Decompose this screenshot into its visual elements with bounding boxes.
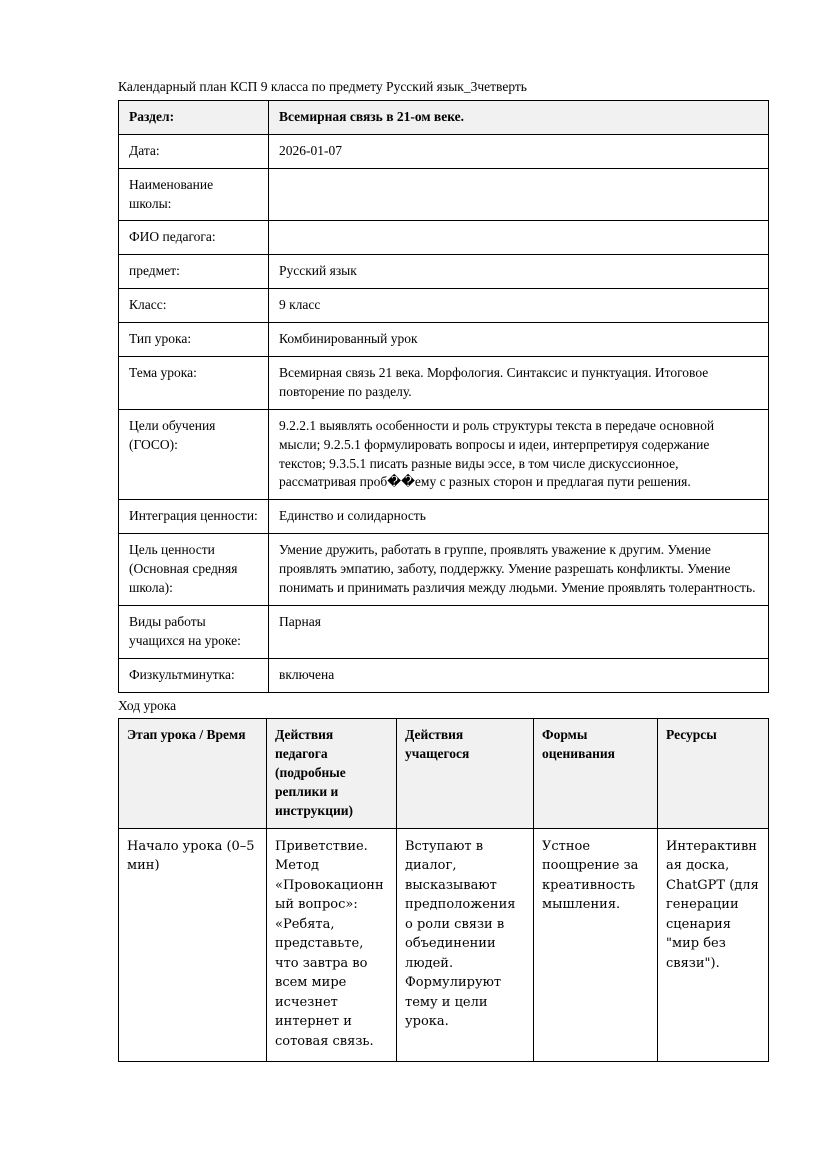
info-row [119, 134, 769, 168]
lesson-stage-cell: Интерактивная доска, ChatGPT (для генерации сценария "мир без связи"). [658, 828, 769, 1062]
info-value-cell [269, 221, 769, 255]
info-label-cell: Раздел: [119, 100, 269, 134]
lesson-stage-cell: Устное поощрение за креативность мышления. [534, 828, 658, 1062]
lesson-table-header-row [119, 719, 769, 828]
info-label-cell: Класс: [119, 289, 269, 323]
info-label-cell: Виды работы учащихся на уроке: [119, 605, 269, 658]
info-row [119, 357, 769, 410]
info-row [119, 409, 769, 500]
lesson-stage-row [119, 828, 769, 1062]
info-row [119, 605, 769, 658]
lesson-stage-cell: Приветствие. Метод «Провокационный вопрос»: «Ребята, представьте, что завтра во всем мире исчезнет интернет и сотовая связь. [267, 828, 397, 1062]
info-row [119, 500, 769, 534]
info-value-cell: Всемирная связь в 21-ом веке. [269, 100, 769, 134]
info-row [119, 168, 769, 221]
lesson-column-header: Действия учащегося [397, 719, 534, 828]
lesson-stage-cell: Вступают в диалог, высказывают предположения о роли связи в объединении людей. Формулируют тему и цели урока. [397, 828, 534, 1062]
info-value-cell: Всемирная связь 21 века. Морфология. Синтаксис и пунктуация. Итоговое повторение по разделу. [269, 357, 769, 410]
info-label-cell: ФИО педагога: [119, 221, 269, 255]
info-value-cell [269, 168, 769, 221]
info-value-cell: Комбинированный урок [269, 323, 769, 357]
info-label-cell: Наименование школы: [119, 168, 269, 221]
info-label-cell: Цель ценности (Основная средняя школа): [119, 534, 269, 606]
lesson-column-header: Действия педагога (подробные реплики и инструкции) [267, 719, 397, 828]
info-label-cell: Тип урока: [119, 323, 269, 357]
info-label-cell: Физкультминутка: [119, 658, 269, 692]
lesson-column-header: Ресурсы [658, 719, 769, 828]
info-value-cell: Единство и солидарность [269, 500, 769, 534]
document-title: Календарный план КСП 9 класса по предмету Русский язык_3четверть [118, 79, 527, 94]
lesson-column-header: Формы оценивания [534, 719, 658, 828]
lesson-flow-table [118, 718, 769, 1062]
lesson-info-table [118, 100, 769, 693]
info-value-cell: включена [269, 658, 769, 692]
info-label-cell: Тема урока: [119, 357, 269, 410]
info-value-cell: Парная [269, 605, 769, 658]
info-row [119, 221, 769, 255]
lesson-column-header: Этап урока / Время [119, 719, 267, 828]
info-value-cell: Умение дружить, работать в группе, проявлять уважение к другим. Умение проявлять эмпатию, заботу, поддержку. Умение разрешать конфликты. Умение понимать и принимать различия между людьми. Умение проявлять толерантность. [269, 534, 769, 606]
info-row [119, 534, 769, 606]
info-header-row [119, 100, 769, 134]
info-row [119, 323, 769, 357]
info-value-cell: 2026-01-07 [269, 134, 769, 168]
info-value-cell: Русский язык [269, 255, 769, 289]
info-value-cell: 9 класс [269, 289, 769, 323]
section-heading: Ход урока [118, 697, 177, 713]
info-label-cell: Дата: [119, 134, 269, 168]
info-label-cell: Цели обучения (ГОСО): [119, 409, 269, 500]
lesson-stage-cell: Начало урока (0–5 мин) [119, 828, 267, 1062]
info-label-cell: Интеграция ценности: [119, 500, 269, 534]
info-row [119, 658, 769, 692]
info-value-cell: 9.2.2.1 выявлять особенности и роль структуры текста в передаче основной мысли; 9.2.5.1 формулировать вопросы и идеи, интерпретируя содержание текстов; 9.3.5.1 писать разные виды эссе, в том числе дискуссионное, рассматривая проб��ему с разных сторон и предлагая пути решения. [269, 409, 769, 500]
info-row [119, 255, 769, 289]
info-label-cell: предмет: [119, 255, 269, 289]
info-row [119, 289, 769, 323]
